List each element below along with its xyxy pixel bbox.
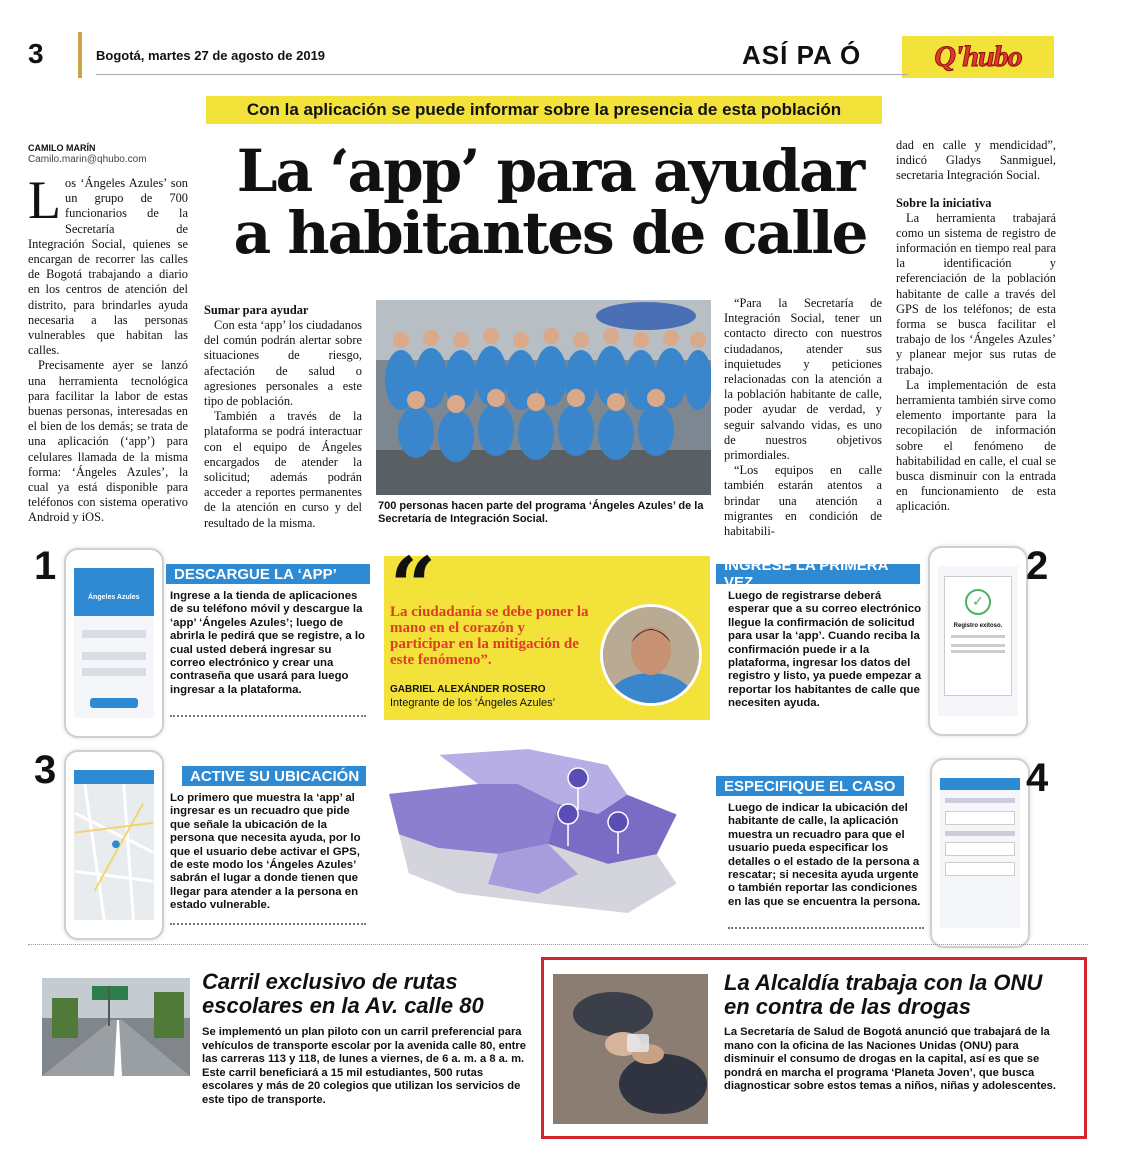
calle-80-photo bbox=[42, 978, 190, 1076]
phone-map-screen bbox=[74, 770, 154, 920]
step-2-phone bbox=[928, 546, 1028, 736]
drop-cap: L bbox=[28, 170, 61, 230]
step-4-number: 4 bbox=[1026, 756, 1049, 800]
step-3-number: 3 bbox=[34, 748, 57, 792]
bottom-left-text: Se implementó un plan piloto con un carril preferencial para vehículos de transporte escolar por la avenida calle 80, entre las carreras 113 y 118, de lunes a viernes, de 6 a. m. a 8 a. m. Este carril beneficiará a 15 mil estudiantes, 500 rutas escolares y más de 20 colegios que utilizan los servicios de este tipo de transporte. bbox=[202, 1026, 526, 1106]
registration-success-label: Registro exitoso. bbox=[953, 623, 1003, 629]
quote-author-photo bbox=[600, 604, 702, 706]
col1-paragraph-1: os ‘Ángeles Azules’ son un grupo de 700 funcionarios de la Secretaría de Integración Social, quienes se encargan de recorrer las calles de Bogotá trabajando a diario en los centros de atención del distrito, para brindarles ayuda necesaria a las personas vulnerables que habitan las calles. bbox=[28, 176, 188, 358]
phone-form-screen bbox=[940, 778, 1020, 928]
step-2-number: 2 bbox=[1026, 544, 1049, 588]
app-splash-label: Ángeles Azules bbox=[74, 568, 154, 616]
step-1-title: DESCARGUE LA ‘APP’ bbox=[166, 564, 370, 584]
step-2-text: Luego de registrarse deberá esperar que a su correo electrónico llegue la confirmación de solicitud para usar la ‘app’. Cuando reciba la confirmación puede ir a la plataforma, ingresar los datos del registro y listo, ya puede empezar a reportar los habitantes de calle que necesiten ayuda. bbox=[728, 590, 922, 710]
header-underline bbox=[96, 74, 908, 75]
col4-paragraph-2: La herramienta trabajará como un sistema de registro de información en tiempo real para la identificación y referenciación de la población habitante de calle a través del GPS de los teléfonos; de esta forma se busca facilitar el trabajo de los ‘Ángeles Azules’ y planear mejor sus rutas de trabajo. bbox=[896, 210, 1056, 377]
photo-caption: 700 personas hacen parte del programa ‘Ángeles Azules’ de la Secretaría de Integración Social. bbox=[378, 500, 704, 525]
col2-paragraph-2: También a través de la plataforma se podrá interactuar con el equipo de Ángeles encargados de atender la solicitud; además podrán acceder a reportes permanentes de la atención en curso y del resultado de la misma. bbox=[204, 409, 362, 530]
col4-paragraph-1: dad en calle y mendicidad”, indicó Gladys Sanmiguel, secretaria Integración Social. bbox=[896, 138, 1056, 183]
article-column-1 bbox=[28, 170, 188, 526]
subhead-sumar: Sumar para ayudar bbox=[204, 303, 309, 317]
qhubo-logo bbox=[902, 36, 1054, 78]
step-2-title: INGRESE LA PRIMERA VEZ bbox=[716, 564, 920, 584]
step-1-text: Ingrese a la tienda de aplicaciones de su teléfono móvil y descargue la ‘app’ ‘Ángeles Azules’; luego de abrirla le pedirá que se registre, a lo cual usted deberá ingresar su correo electrónico y crear una contraseña que usará para luego ingresar a la plataforma. bbox=[170, 590, 366, 717]
col3-paragraph-1: “Para la Secretaría de Integración Social, tener un contacto directo con nuestros ciudadanos, atender sus inquietudes y peticiones relacionadas con la atención a la población habitante de calle, poder ayudar de verdad, y seguir salvando vidas, es uno de nuestros objetivos primordiales. bbox=[724, 296, 882, 463]
step-3-title: ACTIVE SU UBICACIÓN bbox=[182, 766, 366, 786]
dateline: Bogotá, martes 27 de agosto de 2019 bbox=[96, 48, 326, 63]
step-3-phone bbox=[64, 750, 164, 940]
quote-author: GABRIEL ALEXÁNDER ROSERO bbox=[390, 684, 546, 695]
step-4-phone bbox=[930, 758, 1030, 948]
byline-email: Camilo.marin@qhubo.com bbox=[28, 154, 147, 165]
group-photo bbox=[376, 300, 711, 495]
drugs-photo bbox=[553, 974, 708, 1124]
section-name: ASÍ PA Ó bbox=[742, 40, 862, 70]
kicker: Con la aplicación se puede informar sobre la presencia de esta población bbox=[206, 96, 882, 124]
col1-paragraph-2: Precisamente ayer se lanzó una herramienta tecnológica para facilitar la labor de estas buenas personas, interesadas en el bien de los demás; se trata de una aplicación (‘app’) para celulares llamada de la misma forma: ‘Ángeles Azules’, la cual ya está disponible para teléfonos con sistema operativo Android y iOS. bbox=[28, 358, 188, 525]
step-3-text: Lo primero que muestra la ‘app’ al ingresar es un recuadro que pide que señale la ubicación de la persona que necesita ayuda, por lo que el usuario debe activar el GPS, de este modo los ‘Ángeles Azules’ sabrán el lugar a donde tienen que llegar para atender a la persona en estado vulnerable. bbox=[170, 792, 366, 925]
header-rule bbox=[78, 32, 82, 78]
article-column-3 bbox=[724, 296, 882, 539]
section-divider bbox=[28, 944, 1088, 946]
col4-paragraph-3: La implementación de esta herramienta también sirve como elemento importante para la recopilación de información sobre el fenómeno de habitabilidad en calle, el cual se busca disminuir con la entrada en funcionamiento de esta aplicación. bbox=[896, 377, 1056, 514]
bottom-right-title: La Alcaldía trabaja con la ONU en contra de las drogas bbox=[724, 970, 1043, 1019]
bottom-right-text: La Secretaría de Salud de Bogotá anunció que trabajará de la mano con la oficina de las Naciones Unidas (ONU) para disminuir el consumo de drogas en la capital, así es que se pondrá en marcha el programa ‘Planeta Joven’, que busca diagnosticar sobre estos temas a niños, niñas y adolescentes. bbox=[724, 1026, 1057, 1093]
map-thumbnail bbox=[74, 784, 154, 920]
article-column-2 bbox=[204, 303, 362, 531]
col2-paragraph-1: Con esta ‘app’ los ciudadanos del común podrán alertar sobre situaciones de riesgo, afectación de salud o agresiones personales a este tipo de población. bbox=[204, 318, 362, 409]
article-column-4 bbox=[896, 138, 1056, 515]
subhead-iniciativa: Sobre la iniciativa bbox=[896, 195, 992, 210]
col3-paragraph-2: “Los equipos en calle también estarán atentos a brindar una atención a migrantes en condición de habitabili- bbox=[724, 463, 882, 539]
check-circle-icon: ✓ bbox=[965, 589, 991, 615]
phone-screen bbox=[938, 566, 1018, 716]
quote-text: La ciudadanía se debe poner la mano en el corazón y participar en la mitigación de este fenómeno”. bbox=[390, 604, 589, 668]
headline: La ‘app’ para ayudar a habitantes de calle bbox=[233, 137, 867, 267]
quote-marks-icon: “ bbox=[390, 539, 437, 633]
step-1-number: 1 bbox=[34, 544, 57, 588]
step-4-title: ESPECIFIQUE EL CASO bbox=[716, 776, 904, 796]
byline-author: CAMILO MARÍN bbox=[28, 143, 96, 153]
bottom-left-title: Carril exclusivo de rutas escolares en la Av. calle 80 bbox=[202, 969, 484, 1018]
bogota-map-illustration bbox=[378, 744, 716, 922]
step-1-phone bbox=[64, 548, 164, 738]
page-number: 3 bbox=[28, 38, 44, 69]
logo-text: Q'hubo bbox=[934, 40, 1022, 73]
quote-author-role: Integrante de los ‘Ángeles Azules’ bbox=[390, 697, 556, 709]
phone-screen bbox=[74, 568, 154, 718]
step-4-text: Luego de indicar la ubicación del habitante de calle, la aplicación muestra un recuadro para que el usuario pueda especificar los detalles o el estado de la persona a rescatar; si necesita ayuda urgente o también reportar las condiciones en las que se encuentra la persona. bbox=[728, 802, 924, 929]
